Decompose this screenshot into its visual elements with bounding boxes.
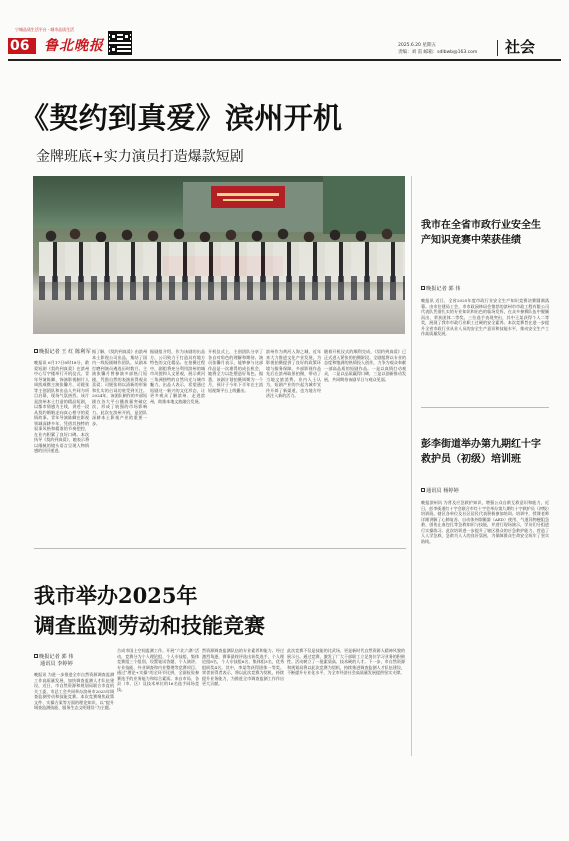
- lead-column-6: 随着开机仪式的顺利完成，《契约到真爱》已正式进入紧张的拍摄阶段。全剧组将以专业的态度和饱满的热情投入创作，力争为观众奉献一部高品质的短剧作品。一是以真情打动观众，二是以品质赢得口碑，三是以创新推动发展，共同期待该剧早日与观众见面。: [324, 349, 406, 382]
- top-tagline: 宁城品质生活平台 · 城市品质生活: [15, 27, 74, 32]
- masthead-rule: [8, 59, 561, 61]
- sidebar-divider: [411, 176, 412, 756]
- sidebar2-byline-text: 通讯员 杨婷婷: [426, 488, 459, 494]
- lead-title: 《契约到真爱》滨州开机: [20, 101, 343, 135]
- masthead: [0, 0, 569, 62]
- sidebar1-title: 我市在全省市政行业安全生产知识竞赛中荣获佳绩: [421, 220, 541, 246]
- lead-photo: [33, 176, 405, 334]
- bottom-byline-2-text: 通讯员 李婷婷: [40, 661, 73, 667]
- bottom-byline-1-text: 晚报记者 郭 伟: [39, 654, 74, 660]
- lead-byline-text: 晚报记者 王 红 陈利军: [39, 349, 91, 355]
- bottom-byline-1: [34, 654, 114, 661]
- bottom-column-1: 晚报讯 为进一步推进全市自然资源调查监测工作高质量发展，加快调查监测人才队伍建设，近日，市自然资源和规划局联合市直机关工委、市总工会共同举办滨州市2025年调查监测劳动和技能竞赛。本次竞赛聚焦政策文件、实操方案等方面的理论知识，以“提升调查监测技能、服务生态文明建设”为主题。: [34, 672, 114, 710]
- sidebar2-title: 彭李街道举办第九期红十字救护员（初级）培训班: [421, 439, 541, 465]
- sidebar1-byline-text: 晚报记者 郭 伟: [426, 286, 461, 292]
- paper-name: 鲁北晚报: [44, 38, 104, 54]
- qr-code: [108, 31, 132, 55]
- bottom-column-2: 合成市国土空间监测工作。开展“六比六赛”活动，竞赛分为个人理论组、个人专技组、集体竞赛组三个组别，设置笔试答题、个人演讲、专业技能、外业调查和内业整理等竞赛项目。通过“理论+实操”的全环节比拼，全面检验参赛选手的业务能力和综合素质。来自市局、各县（市、区）及技术单位的16名选手同场竞技。: [117, 648, 199, 692]
- byline-box-icon: [34, 349, 38, 353]
- section-divider: [497, 40, 498, 56]
- lead-column-3: 据剧组介绍，作为该剧的出品方，公司致力于打造具有地方特色的文化精品。在拍摄过程中，剧组将充分利用滨州的城市风貌和人文景观，展示黄河三角洲独特的自然风光与城市魅力。出品人表示，希望通过短剧这一新兴的文化形态，让更多观众了解滨州、走进滨州，助推本地文旅融合发展。: [150, 349, 205, 404]
- bottom-column-4: 此次竞赛不仅是技能的比武场，更是新时代自然资源人精神风貌的展示台。通过竞赛，激发了广大干部职工立足岗位学习业务的积极性。活动树立了一批素质高、技术硬的人才。下一步，市自然资源和规划局将以此次竞赛为契机，持续推进调查监测人才队伍建设，不断提升专业化水平，为全市经济社会高质量发展提供坚实支撑。: [287, 648, 405, 675]
- sidebar1-text: 晚报讯 近日，全省2025年度市政行业安全生产知识竞赛决赛圆满落幕。由市住建局工会、市市政园林局会推荐的滨州市市政工程有限公司代表队凭借扎实的专业知识和出色的临场发挥，在众多参赛队伍中脱颖而出，荣获团体二等奖。三位选手表现突出，其中王某获得个人二等奖，展现了我市市政行业职工过硬的安全素养。本次竞赛旨在进一步提升全省市政行业从业人员的安全生产意识和技能水平，推动安全生产工作高质量发展。: [421, 298, 549, 336]
- bottom-byline-2: [40, 661, 120, 668]
- lead-column-2: 据了解，《契约到真爱》由滨州本土影视公司出品，集结了国内一线短剧制作团队，从剧本打磨到演员遴选历时数月。主演张馨月曾参演多部热门短剧，凭借自然的表演获得观众喜爱；司媛张则以清新的形象和扎实的台词功底受到关注。2024年，该团队制作的多部短剧在各大平台播放量突破亿次，形成了较强的市场影响力。此次在滨州开机，是团队深耕本土影视产业的重要一步。: [92, 349, 147, 426]
- bottom-title-line1: 我市举办2025年: [34, 583, 198, 608]
- sidebar1-byline: [421, 286, 541, 293]
- lead-column-5: 滨州作为黄河入海之城，近年来大力推进文化产业发展，为影视拍摄提供了良好的政策环境与服务保障。多部影视作品先后在滨州取景拍摄，带动了当地文旅消费。业内人士认为，短剧产业的兴起为城市宣传开辟了新渠道，也为地方经济注入新的活力。: [266, 349, 321, 398]
- page-number: 06: [10, 38, 30, 54]
- byline-box-icon: [421, 488, 425, 492]
- sidebar2-byline: [421, 488, 541, 495]
- byline-box-icon: [421, 286, 425, 290]
- lead-column-4: 开机仪式上，主创团队分享了各自对角色的理解和期待。演员张馨月表示，能够参与这部作品是一次难得的成长机会，她将全力以赴塑造好角色。据悉，该剧计划拍摄周期为一个月，预计于今年下半年在主流短视频平台上线播出。: [208, 349, 263, 393]
- sidebar-rule: [421, 407, 549, 408]
- bottom-title-line2: 调查监测劳动和技能竞赛: [34, 613, 265, 638]
- bottom-story-rule: [34, 548, 406, 549]
- byline-box-icon: [34, 654, 38, 658]
- sidebar2-text: 晚报滨州讯 为普及应急救护知识，增强公众自救互救意识和能力，近日，彭李街道红十字会联合市红十字会举办第九期红十字救护员（初级）培训班。辖区各单位及社区居民代表积极参加培训。培训中，授课老师详细讲解了心肺复苏、自动体外除颤器（AED）使用、气道异物梗阻急救、创伤止血包扎等急救知识与技能，并进行现场演示，学员们分组进行实操练习。此次培训进一步提升了辖区群众的应急救护能力，营造了人人学急救、急救为人人的良好氛围，为保障群众生命安全筑牢了坚实防线。: [421, 500, 549, 544]
- issue-date: 2025.6.20 星期五: [398, 43, 436, 48]
- bottom-column-3: 然资源调查监测队伍的专业素养和能力。经过激烈角逐，赛事最终评选出获奖选手，个人理论组8名，个人专技组6名，集体组3名，优秀组织奖4名。其中，李某等获得团体一等奖。荣誉获得者表示，将以此次竞赛为契机，持续提升业务能力，为推进全市调查监测工作作出更大贡献。: [202, 648, 284, 686]
- lead-subtitle: 金牌班底+实力演员打造爆款短剧: [36, 149, 244, 165]
- editors: 责编：刘 雷 邮箱：sdlbwb@163.com: [398, 50, 478, 55]
- lead-column-1: 晚报讯 6月17日8时18分，敢爱短剧《契约到真爱》在滨州中心写字楼举行开机仪式。青年导演陈卿、饰演影视制片人周凯威携主演张馨月、司媛张等主创团队和出品人共同为项目启幕，现场气氛热烈。该片是滨州本土打造的精品短剧，以都市情感为主线，讲述一段从契约婚姻走向真心相守的爱情故事。青年导演陈卿在影视领域深耕多年，凭借其独特的叙事风格和精准的节奏把控，在业内积累了良好口碑。本次执导《契约到真爱》，她表示将以细腻的镜头语言呈现人物情感的层层递进。: [34, 360, 89, 453]
- section-name: 社会: [505, 38, 536, 56]
